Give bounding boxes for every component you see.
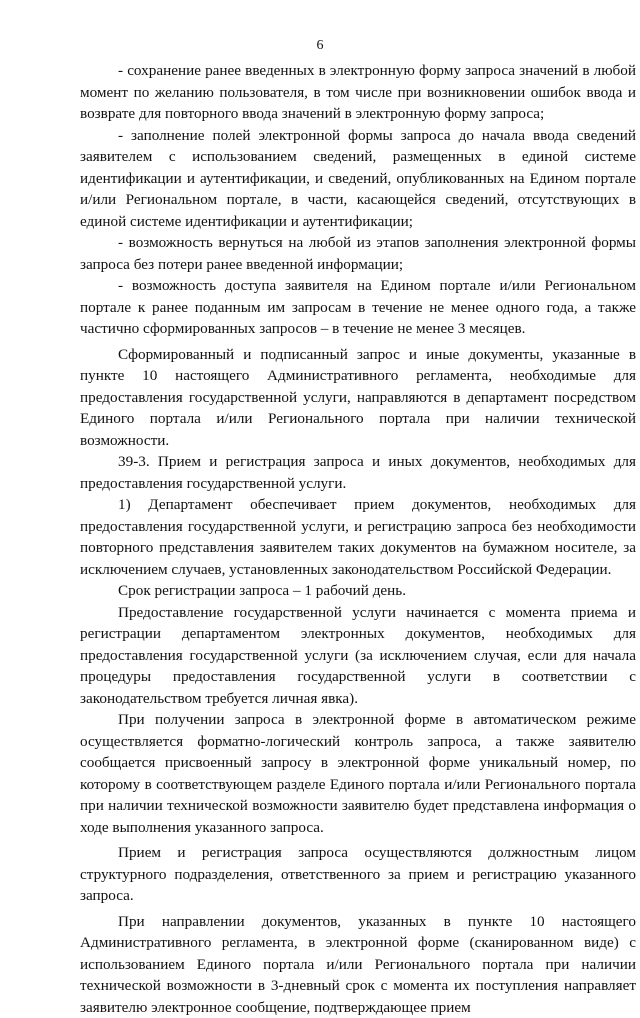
paragraph-item-access-requests: - возможность доступа заявителя на Едином портале и/или Региональном портале к ранее поданным им запросам в течение не менее одного года, а также частично сформированных запросов – в течение не менее 3 месяцев. — [80, 275, 636, 340]
paragraph-section-39-3: 39-3. Прием и регистрация запроса и иных документов, необходимых для предоставления государственной услуги. — [80, 451, 636, 494]
paragraph-registration-term: Срок регистрации запроса – 1 рабочий день. — [80, 580, 636, 602]
paragraph-item-save-values: - сохранение ранее введенных в электронную форму запроса значений в любой момент по желанию пользователя, в том числе при возникновении ошибок ввода и возврате для повторного ввода значений в электронную форму запроса; — [80, 60, 636, 125]
paragraph-item-prefill-fields: - заполнение полей электронной формы запроса до начала ввода сведений заявителем с использованием сведений, размещенных в единой системе идентификации и аутентификации, и сведений, опубликованных на Едином портале и/или Региональном портале, в части, касающейся сведений, отсутствующих в единой системе идентификации и аутентификации; — [80, 125, 636, 233]
paragraph-department-provides: 1) Департамент обеспечивает прием документов, необходимых для предоставления государственной услуги, и регистрацию запроса без необходимости повторного представления заявителем таких документов на бумажном носителе, за исключением случаев, установленных законодательством Российской Федерации. — [80, 494, 636, 580]
paragraph-reception-officer: Прием и регистрация запроса осуществляются должностным лицом структурного подразделения, ответственного за прием и регистрацию указанного запроса. — [80, 842, 636, 907]
page-number: 6 — [0, 38, 640, 54]
paragraph-item-return-to-step: - возможность вернуться на любой из этапов заполнения электронной формы запроса без потери ранее введенной информации; — [80, 232, 636, 275]
paragraph-service-start: Предоставление государственной услуги начинается с момента приема и регистрации департаментом электронных документов, необходимых для предоставления государственной услуги (за исключением случая, если для начала процедуры предоставления государственной услуги в соответствии с законодательством требуется личная явка). — [80, 602, 636, 710]
paragraph-documents-sent: При направлении документов, указанных в пункте 10 настоящего Административного регламента, в электронной форме (сканированном виде) с использованием Единого портала и/или Регионального портала при наличии технической возможности в 3-дневный срок с момента их поступления направляет заявителю электронное сообщение, подтверждающее прием — [80, 911, 636, 1018]
document-body — [80, 60, 636, 1018]
paragraph-submitted-request: Сформированный и подписанный запрос и иные документы, указанные в пункте 10 настоящего Административного регламента, необходимые для предоставления государственной услуги, направляются в департамент посредством Единого портала и/или Регионального портала при наличии технической возможности. — [80, 344, 636, 452]
paragraph-electronic-control: При получении запроса в электронной форме в автоматическом режиме осуществляется форматно-логический контроль запроса, а также заявителю сообщается присвоенный запросу в электронной форме уникальный номер, по которому в соответствующем разделе Единого портала и/или Регионального портала при наличии технической возможности заявителю будет представлена информация о ходе выполнения указанного запроса. — [80, 709, 636, 838]
